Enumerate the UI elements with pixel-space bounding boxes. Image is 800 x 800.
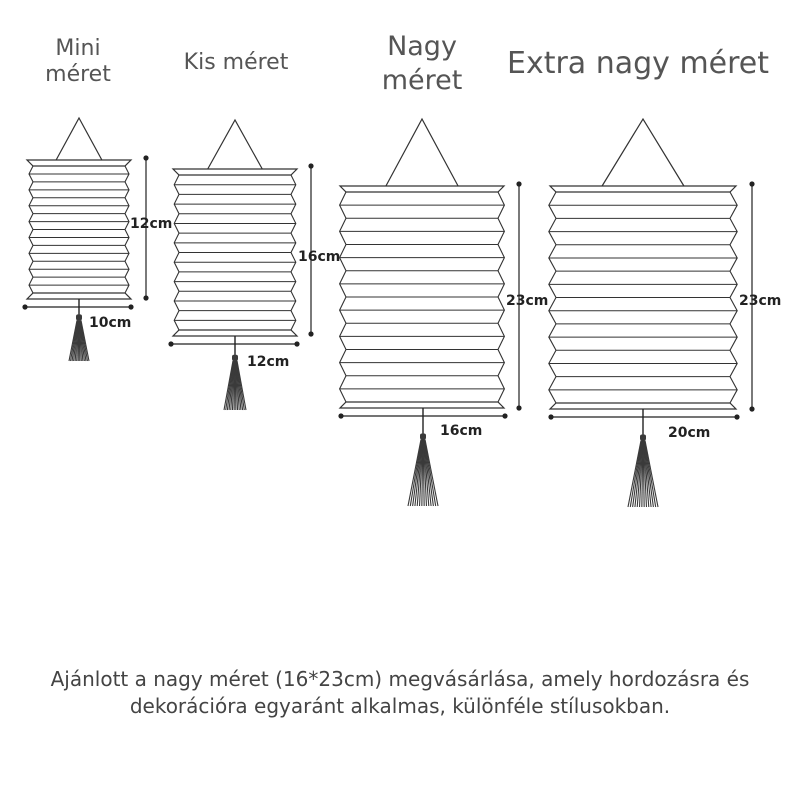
pleat-right-edge [730, 192, 737, 403]
height-label-large: 23cm [506, 293, 549, 309]
tassel-knot [76, 314, 82, 320]
width-dimension-end-dot [734, 414, 739, 419]
dimension-lines-mini [22, 155, 148, 309]
title-small-size: Kis méret [183, 50, 289, 75]
height-dimension-end-dot [516, 181, 521, 186]
lantern-small-body [173, 120, 297, 336]
lantern-mini [22, 118, 172, 361]
bottom-rim [340, 402, 504, 408]
title-extra-large-size: Extra nagy méret [506, 46, 770, 81]
hanging-string [56, 118, 102, 160]
width-dimension-end-dot [128, 304, 133, 309]
hanging-string [602, 119, 684, 186]
title-large-size: Nagy méret [381, 31, 463, 96]
width-label-mini: 10cm [89, 315, 132, 331]
pleat-right-edge [291, 175, 296, 330]
recommendation-caption: Ajánlott a nagy méret (16*23cm) megvásárlása, amely hordozásra és dekorációra egyaránt alkalmas, különféle stílusokban. [50, 667, 750, 718]
top-rim [173, 169, 297, 175]
top-rim [27, 160, 131, 166]
width-dimension-end-dot [22, 304, 27, 309]
height-label-extra-large: 23cm [739, 293, 782, 309]
lantern-extra-large [548, 119, 781, 507]
height-dimension-end-dot [308, 331, 313, 336]
height-label-mini: 12cm [130, 216, 173, 232]
title-mini-size: Mini méret [45, 36, 111, 88]
height-dimension-end-dot [749, 406, 754, 411]
tassel-large [408, 408, 438, 506]
bottom-rim [173, 330, 297, 336]
lantern-extra-large-body [549, 119, 737, 409]
width-dimension-end-dot [168, 341, 173, 346]
tassel-knot [640, 434, 646, 440]
width-dimension-end-dot [502, 413, 507, 418]
width-label-extra-large: 20cm [668, 425, 711, 441]
tassel-knot [420, 433, 426, 439]
width-label-small: 12cm [247, 354, 290, 370]
height-dimension-end-dot [143, 295, 148, 300]
dimension-lines-large [338, 181, 521, 418]
tassel-small [224, 336, 246, 410]
lantern-large-body [340, 119, 505, 408]
top-rim [550, 186, 736, 192]
pleat-right-edge [125, 166, 129, 293]
tassel-knot [232, 355, 238, 361]
tassel-extra-large [628, 409, 658, 507]
pleat-left-edge [29, 166, 33, 293]
dimension-lines-extra-large [548, 181, 754, 419]
pleat-left-edge [549, 192, 556, 403]
top-rim [340, 186, 504, 192]
height-dimension-end-dot [516, 405, 521, 410]
pleat-left-edge [174, 175, 179, 330]
height-dimension-end-dot [749, 181, 754, 186]
width-dimension-end-dot [294, 341, 299, 346]
width-dimension-end-dot [338, 413, 343, 418]
height-dimension-end-dot [143, 155, 148, 160]
lantern-mini-body [27, 118, 131, 299]
pleat-right-edge [498, 192, 504, 402]
bottom-rim [27, 293, 131, 299]
hanging-string [386, 119, 458, 186]
width-dimension-end-dot [548, 414, 553, 419]
pleat-left-edge [340, 192, 346, 402]
lantern-small [168, 120, 340, 410]
width-label-large: 16cm [440, 423, 483, 439]
bottom-rim [550, 403, 736, 409]
lantern-large [338, 119, 548, 506]
height-label-small: 16cm [298, 249, 341, 265]
tassel-mini [69, 299, 89, 361]
height-dimension-end-dot [308, 163, 313, 168]
hanging-string [208, 120, 263, 169]
